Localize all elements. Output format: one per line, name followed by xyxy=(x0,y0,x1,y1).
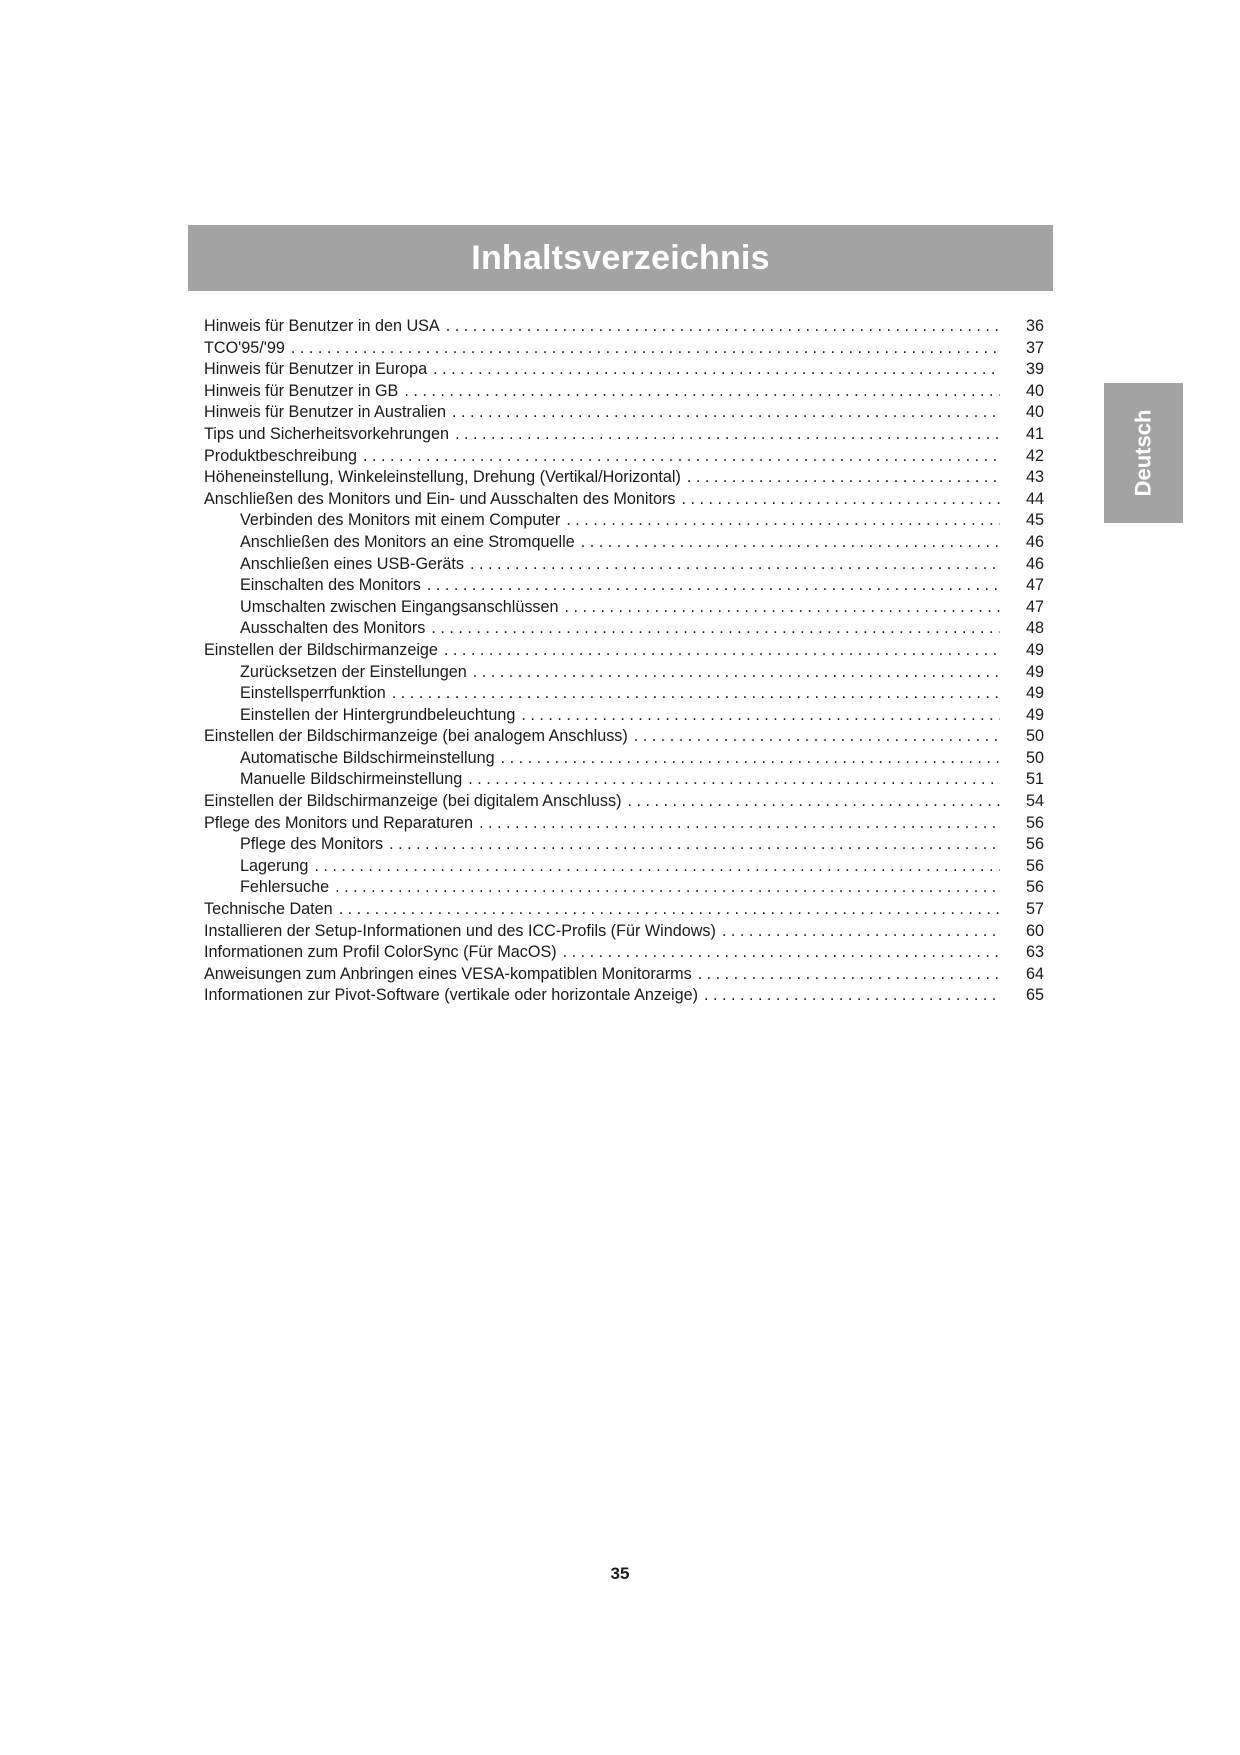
toc-entry-title: Verbinden des Monitors mit einem Computer xyxy=(240,511,561,530)
toc-entry-title: Ausschalten des Monitors xyxy=(240,619,426,638)
toc-entry-page: 49 xyxy=(1025,684,1044,703)
toc-entry xyxy=(204,446,1044,468)
toc-entry xyxy=(204,921,1044,943)
toc-entry-title: Hinweis für Benutzer in Australien xyxy=(204,403,447,422)
toc-entry-page: 54 xyxy=(1025,792,1044,811)
toc-subentry xyxy=(204,597,1044,619)
toc-entry xyxy=(204,640,1044,662)
toc-subentry xyxy=(204,532,1044,554)
toc-subentry xyxy=(204,856,1044,878)
toc-entry-page: 40 xyxy=(1025,381,1044,400)
toc-entry-title: Einstellen der Bildschirmanzeige (bei digitalem Anschluss) xyxy=(204,792,622,811)
toc-entry-page: 42 xyxy=(1025,446,1044,465)
toc-subentry xyxy=(204,748,1044,770)
toc-entry-page: 43 xyxy=(1025,468,1044,487)
toc-entry xyxy=(204,489,1044,511)
toc-entry-page: 56 xyxy=(1025,856,1044,875)
toc-entry-page: 49 xyxy=(1025,662,1044,681)
toc-dot-leader xyxy=(581,532,1000,554)
toc-subentry xyxy=(204,554,1044,576)
toc-entry-page: 47 xyxy=(1025,576,1044,595)
language-tab-label: Deutsch xyxy=(1130,409,1156,497)
toc-entry-title: Manuelle Bildschirmeinstellung xyxy=(240,770,463,789)
toc-subentry xyxy=(204,877,1044,899)
toc-dot-leader xyxy=(291,338,1000,360)
toc-dot-leader xyxy=(521,705,1000,727)
toc-entry xyxy=(204,813,1044,835)
toc-dot-leader xyxy=(444,640,1000,662)
toc-entry-page: 50 xyxy=(1025,748,1044,767)
toc-entry-title: Automatische Bildschirmeinstellung xyxy=(240,748,495,767)
toc-entry xyxy=(204,424,1044,446)
toc-dot-leader xyxy=(468,769,1000,791)
toc-entry xyxy=(204,942,1044,964)
toc-subentry xyxy=(204,662,1044,684)
toc-entry-title: Pflege des Monitors xyxy=(240,835,384,854)
toc-entry-title: Einstellsperrfunktion xyxy=(240,684,386,703)
toc-subentry xyxy=(204,510,1044,532)
title-bar xyxy=(188,225,1053,291)
toc-entry-title: Höheneinstellung, Winkeleinstellung, Drehung (Vertikal/Horizontal) xyxy=(204,468,681,487)
toc-dot-leader xyxy=(363,446,1000,468)
toc-dot-leader xyxy=(431,618,1000,640)
toc-entry xyxy=(204,791,1044,813)
toc-entry-title: Installieren der Setup-Informationen und des ICC-Profils (Für Windows) xyxy=(204,921,716,940)
toc-entry xyxy=(204,467,1044,489)
toc-entry-page: 40 xyxy=(1025,403,1044,422)
toc-entry-title: Informationen zum Profil ColorSync (Für MacOS) xyxy=(204,943,557,962)
toc-dot-leader xyxy=(446,316,1000,338)
toc-dot-leader xyxy=(565,597,1000,619)
toc-entry-title: Einstellen der Bildschirmanzeige xyxy=(204,640,438,659)
toc-entry xyxy=(204,985,1044,1007)
toc-dot-leader xyxy=(704,985,1000,1007)
language-tab xyxy=(1104,383,1183,523)
page-title: Inhaltsverzeichnis xyxy=(471,238,770,277)
toc-entry-page: 39 xyxy=(1025,360,1044,379)
toc-entry xyxy=(204,726,1044,748)
toc-entry-page: 46 xyxy=(1025,554,1044,573)
toc-entry-title: Zurücksetzen der Einstellungen xyxy=(240,662,467,681)
toc-entry-page: 49 xyxy=(1025,705,1044,724)
toc-entry-page: 37 xyxy=(1025,338,1044,357)
toc-entry-title: Anschließen eines USB-Geräts xyxy=(240,554,465,573)
toc-entry-title: Produktbeschreibung xyxy=(204,446,357,465)
toc-entry-title: Pflege des Monitors und Reparaturen xyxy=(204,813,474,832)
toc-dot-leader xyxy=(339,899,1000,921)
toc-dot-leader xyxy=(389,834,1000,856)
toc-dot-leader xyxy=(427,575,1000,597)
toc-dot-leader xyxy=(563,942,1000,964)
toc-entry xyxy=(204,899,1044,921)
toc-entry-page: 51 xyxy=(1025,770,1044,789)
toc-dot-leader xyxy=(314,856,1000,878)
toc-entry-page: 48 xyxy=(1025,619,1044,638)
toc-entry-page: 45 xyxy=(1025,511,1044,530)
toc-entry-page: 64 xyxy=(1025,964,1044,983)
toc-entry-page: 56 xyxy=(1025,813,1044,832)
toc-entry-title: Hinweis für Benutzer in den USA xyxy=(204,317,440,335)
toc-entry-page: 60 xyxy=(1025,921,1044,940)
toc-entry-title: Hinweis für Benutzer in Europa xyxy=(204,360,428,379)
toc-subentry xyxy=(204,769,1044,791)
toc-entry-title: Lagerung xyxy=(240,856,309,875)
toc-entry-page: 47 xyxy=(1025,597,1044,616)
toc-entry-title: Hinweis für Benutzer in GB xyxy=(204,381,399,400)
toc-dot-leader xyxy=(433,359,1000,381)
toc-subentry xyxy=(204,575,1044,597)
page-number: 35 xyxy=(610,1564,630,1583)
toc-entry-title: Tips und Sicherheitsvorkehrungen xyxy=(204,424,450,443)
toc-entry-title: Anweisungen zum Anbringen eines VESA-kompatiblen Monitorarms xyxy=(204,964,692,983)
toc-subentry xyxy=(204,683,1044,705)
toc-entry-page: 50 xyxy=(1025,727,1044,746)
toc-subentry xyxy=(204,705,1044,727)
toc-dot-leader xyxy=(455,424,1000,446)
toc-entry-title: Anschließen des Monitors an eine Stromquelle xyxy=(240,532,575,551)
toc-dot-leader xyxy=(687,467,1000,489)
toc-entry-title: Einstellen der Hintergrundbeleuchtung xyxy=(240,705,516,724)
toc-entry-title: Fehlersuche xyxy=(240,878,330,897)
toc-entry-page: 41 xyxy=(1025,424,1044,443)
toc-entry xyxy=(204,338,1044,360)
toc-dot-leader xyxy=(634,726,1000,748)
toc-entry-title: Informationen zur Pivot-Software (vertikale oder horizontale Anzeige) xyxy=(204,986,698,1005)
toc-dot-leader xyxy=(566,510,1000,532)
toc-entry-page: 56 xyxy=(1025,835,1044,854)
toc-dot-leader xyxy=(404,381,1000,403)
toc-entry-title: Einstellen der Bildschirmanzeige (bei analogem Anschluss) xyxy=(204,727,628,746)
toc-entry-page: 65 xyxy=(1025,986,1044,1005)
toc-subentry xyxy=(204,618,1044,640)
toc-entry-title: Technische Daten xyxy=(204,900,333,919)
toc-dot-leader xyxy=(335,877,1000,899)
toc-entry-page: 57 xyxy=(1025,900,1044,919)
toc-dot-leader xyxy=(627,791,1000,813)
toc-dot-leader xyxy=(722,921,1000,943)
toc-dot-leader xyxy=(698,964,1000,986)
toc-entry xyxy=(204,402,1044,424)
toc-entry xyxy=(204,316,1044,338)
toc-entry-title: Einschalten des Monitors xyxy=(240,576,421,595)
toc-entry-page: 44 xyxy=(1025,489,1044,508)
toc-dot-leader xyxy=(470,554,1000,576)
toc-dot-leader xyxy=(452,402,1000,424)
toc-entry xyxy=(204,381,1044,403)
toc-entry-page: 56 xyxy=(1025,878,1044,897)
toc-entry-page: 63 xyxy=(1025,943,1044,962)
toc-entry-title: Anschließen des Monitors und Ein- und Ausschalten des Monitors xyxy=(204,489,676,508)
toc-dot-leader xyxy=(479,813,1000,835)
toc-entry-page: 36 xyxy=(1025,317,1044,335)
toc-entry xyxy=(204,359,1044,381)
toc-dot-leader xyxy=(392,683,1000,705)
toc-entry-page: 49 xyxy=(1025,640,1044,659)
toc-dot-leader xyxy=(501,748,1000,770)
toc-entry-title: Umschalten zwischen Eingangsanschlüssen xyxy=(240,597,559,616)
toc-entry-page: 46 xyxy=(1025,532,1044,551)
toc-entry-title: TCO'95/'99 xyxy=(204,338,285,357)
toc-subentry xyxy=(204,834,1044,856)
table-of-contents xyxy=(204,316,1044,1007)
toc-entry xyxy=(204,964,1044,986)
toc-dot-leader xyxy=(682,489,1001,511)
toc-dot-leader xyxy=(473,662,1000,684)
